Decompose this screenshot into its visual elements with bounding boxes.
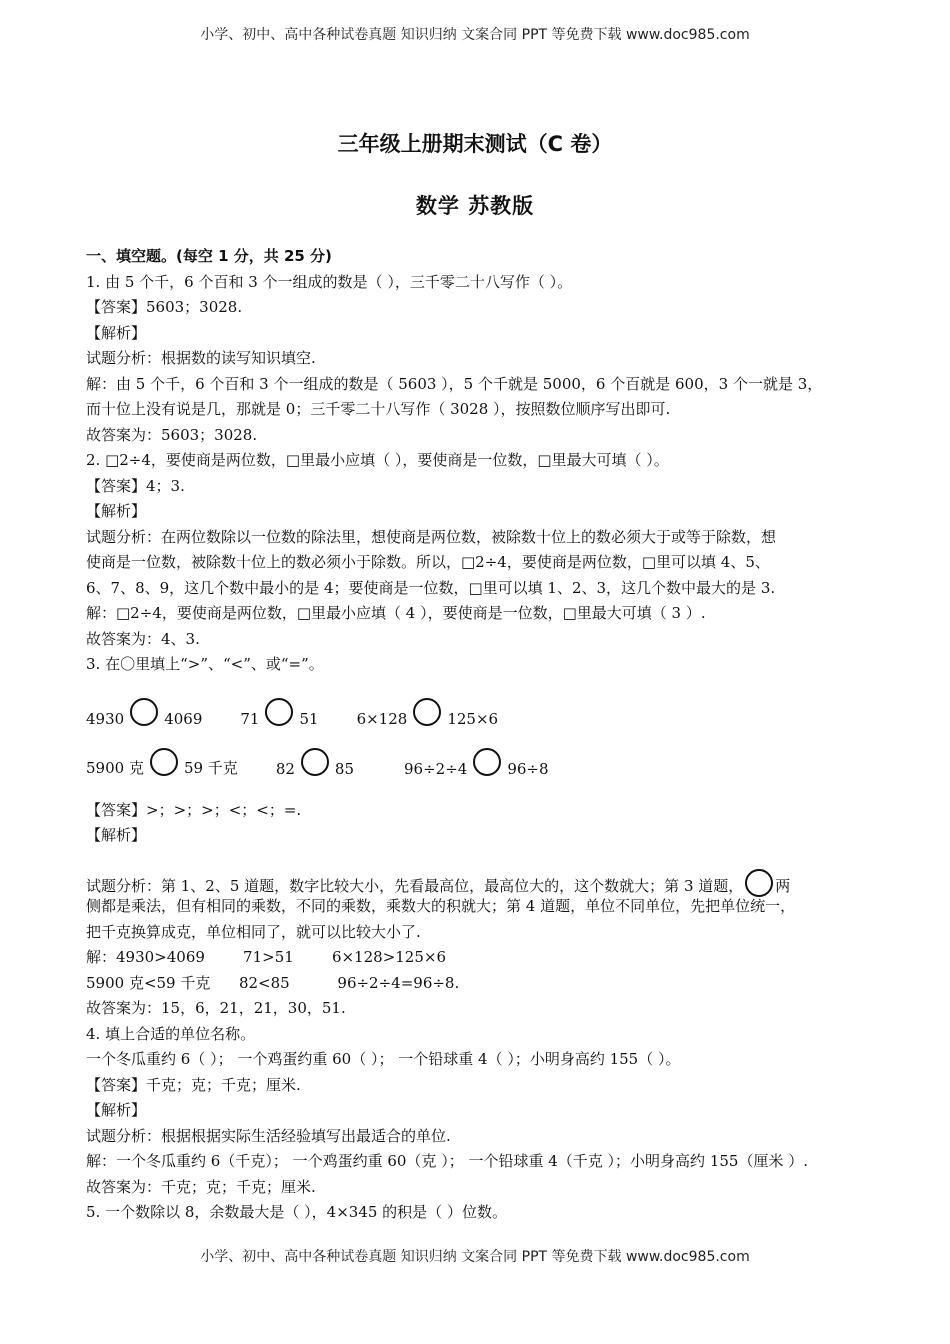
analysis-label-3: 【解析】 [86, 826, 147, 844]
compare-left: 96÷2÷4 [404, 759, 468, 778]
blank-circle-icon [265, 698, 293, 726]
final-answer-2: 故答案为：4、3. [86, 629, 200, 648]
blank-circle-icon [745, 869, 773, 897]
analysis-2a: 试题分析：在两位数除以一位数的除法里，想使商是两位数，被除数十位上的数必须大于或等于除数，想 [86, 527, 777, 546]
page-footer: 小学、初中、高中各种试卷真题 知识归纳 文案合同 PPT 等免费下载 www.doc985.com [200, 1249, 750, 1265]
solution-4: 解：一个冬瓜重约 6（千克）； 一个鸡蛋约重 60（克 ）； 一个铅球重 4（千克 ）；小明身高约 155（厘米 ）. [86, 1152, 808, 1170]
analysis-3c: 把千克换算成克，单位相同了，就可以比较大小了. [86, 922, 421, 941]
question-4-items: 一个冬瓜重约 6（ ）； 一个鸡蛋约重 60（ ）； 一个铅球重 4（ ）；小明身高约 155（ ）。 [86, 1050, 681, 1068]
blank-circle-icon [150, 748, 178, 776]
compare-left: 5900 克 [86, 758, 144, 777]
answer-1: 【答案】5603；3028. [86, 298, 243, 316]
blank-circle-icon [130, 698, 158, 726]
analysis-label-4: 【解析】 [86, 1101, 147, 1119]
analysis-4: 试题分析：根据根据实际生活经验填写出最适合的单位. [86, 1126, 451, 1145]
compare-right: 125×6 [447, 709, 499, 728]
analysis-3a [86, 869, 876, 895]
compare-right: 85 [334, 759, 354, 778]
document-title: 三年级上册期末测试（C 卷） [337, 132, 613, 156]
compare-item [240, 698, 318, 728]
section-title: 一、填空题。(每空 1 分，共 25 分) [86, 247, 332, 265]
compare-right: 96÷8 [507, 759, 549, 778]
compare-item [357, 698, 499, 728]
question-4: 4. 填上合适的单位名称。 [86, 1024, 256, 1043]
final-answer-1: 故答案为：5603；3028. [86, 425, 258, 444]
question-5: 5. 一个数除以 8，余数最大是（ ），4×345 的积是（ ）位数。 [86, 1203, 507, 1221]
analysis-2c: 6、7、8、9，这几个数中最小的是 4；要使商是一位数，□里可以填 1、2、3，这几个数中最大的是 3. [86, 578, 776, 597]
blank-circle-icon [473, 748, 501, 776]
analysis-3a-tail: 两 [775, 876, 791, 895]
compare-item [276, 748, 354, 778]
answer-4: 【答案】千克；克；千克；厘米. [86, 1075, 301, 1094]
answer-3: 【答案】>；>；>；<；<；=. [86, 800, 302, 819]
compare-row-2 [86, 728, 876, 778]
compare-right: 59 千克 [183, 758, 238, 777]
page-header: 小学、初中、高中各种试卷真题 知识归纳 文案合同 PPT 等免费下载 www.doc985.com [200, 27, 750, 43]
compare-item [86, 698, 202, 728]
compare-left: 4930 [86, 709, 125, 728]
compare-right: 4069 [164, 709, 203, 728]
final-answer-3: 故答案为：15，6，21，21，30，51. [86, 999, 346, 1017]
question-2: 2. □2÷4，要使商是两位数，□里最小应填（ ），要使商是一位数，□里最大可填（ ）。 [86, 451, 669, 469]
solution-1a: 解：由 5 个千，6 个百和 3 个一组成的数是（ 5603 ），5 个千就是 5000，6 个百就是 600，3 个一就是 3， [86, 374, 823, 393]
analysis-3a-text: 试题分析：第 1、2、5 道题，数字比较大小，先看最高位，最高位大的，这个数就大；第 3 道题， [86, 876, 744, 895]
solution-3a: 解：4930>4069 71>51 6×128>125×6 [86, 948, 447, 966]
document-subtitle: 数学 苏教版 [415, 194, 535, 218]
compare-item [404, 748, 549, 778]
blank-circle-icon [301, 748, 329, 776]
compare-row-1 [86, 678, 876, 728]
final-answer-4: 故答案为：千克；克；千克；厘米. [86, 1177, 316, 1196]
solution-3b: 5900 克<59 千克 82<85 96÷2÷4=96÷8. [86, 973, 460, 992]
compare-item [86, 748, 238, 778]
compare-right: 51 [299, 709, 319, 728]
document-body [86, 244, 876, 1226]
compare-left: 71 [240, 709, 260, 728]
analysis-2b: 使商是一位数，被除数十位上的数必须小于除数。所以，□2÷4，要使商是两位数，□里可以填 4、5、 [86, 553, 770, 571]
solution-1b: 而十位上没有说是几，那就是 0；三千零二十八写作（ 3028 ），按照数位顺序写出即可. [86, 400, 671, 418]
answer-2: 【答案】4；3. [86, 476, 185, 495]
solution-2: 解：□2÷4，要使商是两位数，□里最小应填（ 4 ），要使商是一位数，□里最大可填（ 3 ）. [86, 604, 706, 622]
compare-left: 82 [275, 759, 295, 778]
question-1: 1. 由 5 个千，6 个百和 3 个一组成的数是（ ），三千零二十八写作（ ）。 [86, 272, 573, 291]
analysis-1: 试题分析：根据数的读写知识填空. [86, 349, 316, 367]
blank-circle-icon [413, 698, 441, 726]
analysis-3b: 侧都是乘法，但有相同的乘数，不同的乘数，乘数大的积就大；第 4 道题，单位不同单位，先把单位统一， [86, 897, 796, 915]
analysis-label-1: 【解析】 [86, 323, 147, 342]
compare-left: 6×128 [356, 709, 408, 728]
question-3: 3. 在〇里填上“>”、“<”、或“=”。 [86, 655, 324, 673]
analysis-label-2: 【解析】 [86, 502, 147, 520]
